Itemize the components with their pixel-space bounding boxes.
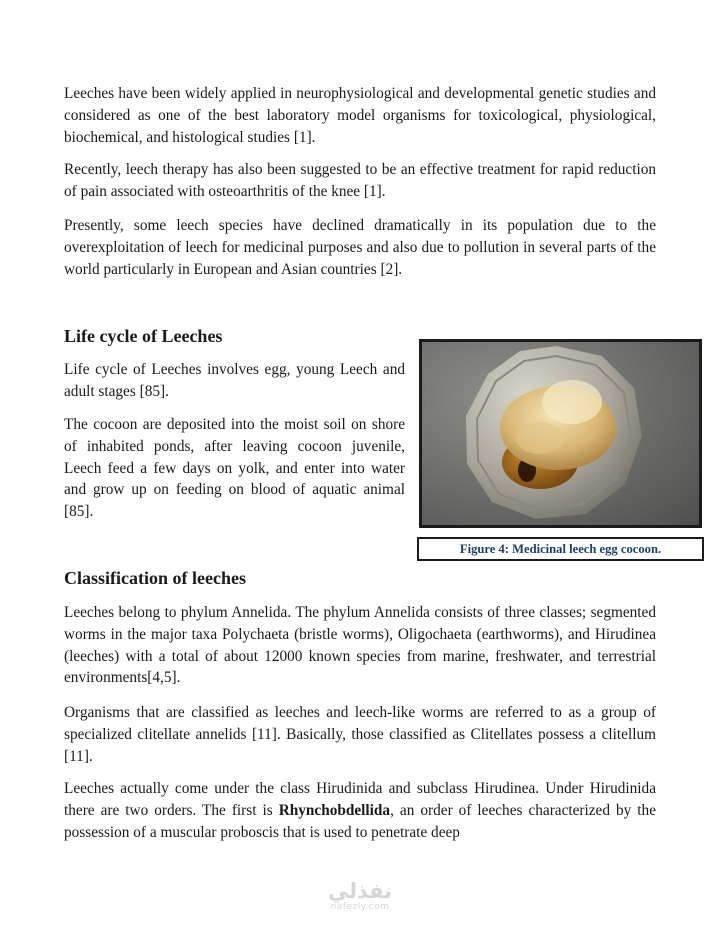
- leech-cocoon-photo: [419, 339, 702, 528]
- life-cycle-paragraph-1: Life cycle of Leeches involves egg, young Leech and adult stages [85].: [64, 361, 405, 400]
- intro-paragraph-2: Recently, leech therapy has also been suggested to be an effective treatment for rapid reduction of pain associated with osteoarthritis of the knee [1].: [64, 161, 656, 200]
- life-cycle-paragraph-2: The cocoon are deposited into the moist soil on shore of inhabited ponds, after leaving cocoon juvenile, Leech feed a few days on yolk, and enter into water and grow up on feeding on blood of aquatic animal [85].: [64, 416, 405, 521]
- classification-paragraph-3: [64, 778, 656, 843]
- life-cycle-heading: Life cycle of Leeches: [64, 326, 223, 346]
- cocoon-on-coin-image: [422, 342, 699, 525]
- figure-caption: Figure 4: Medicinal leech egg cocoon.: [417, 537, 704, 561]
- intro-paragraph-3: Presently, some leech species have declined dramatically in its population due to the overexploitation of leech for medicinal purposes and also due to pollution in several parts of the world particularly in European and Asian countries [2].: [64, 217, 656, 278]
- intro-paragraph-1: Leeches have been widely applied in neurophysiological and developmental genetic studies and considered as one of the best laboratory model organisms for toxicological, physiological, biochemical, and histological studies [1].: [64, 85, 656, 146]
- classification-paragraph-1: Leeches belong to phylum Annelida. The phylum Annelida consists of three classes; segmented worms in the major taxa Polychaeta (bristle worms), Oligochaeta (earthworms), and Hirudinea (leeches) with a total of about 12000 known species from marine, freshwater, and terrestrial environments[4,5].: [64, 604, 656, 687]
- watermark: [0, 880, 720, 912]
- classification-heading: Classification of leeches: [64, 568, 246, 588]
- classification-paragraph-2: Organisms that are classified as leeches and leech-like worms are referred to as a group of specialized clitellate annelids [11]. Basically, those classified as Clitellates possess a clitellum [11].: [64, 704, 656, 765]
- p3-text-end: , an order of leeches characterized by the possession of a muscular proboscis that is used to penetrate deep: [64, 801, 656, 841]
- watermark-logo-text: نفذلي: [327, 879, 393, 903]
- watermark-url: nafezly.com: [330, 902, 390, 912]
- p3-text-start: Leeches actually come under the class Hirudinida and subclass Hirudinea. Under Hirudinida there are two orders. The first is: [64, 780, 656, 819]
- rhynchobdellida-term: Rhynchobdellida: [278, 801, 391, 819]
